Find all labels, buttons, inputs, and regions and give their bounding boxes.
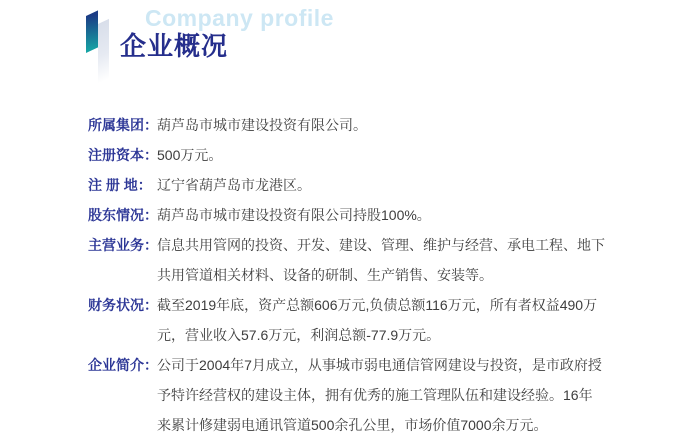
field-value-line: 截至2019年底，资产总额606万元,负债总额116万元，所有者权益490万: [157, 297, 598, 313]
field-value: [157, 140, 222, 170]
row-financial-status: [88, 290, 605, 350]
row-main-business: [88, 230, 605, 290]
page-title: 企业概况: [120, 31, 229, 61]
field-value-line: 元，营业收入57.6万元，利润总额-77.9万元。: [157, 327, 441, 343]
field-value-line: 公司于2004年7月成立，从事城市弱电通信管网建设与投资，是市政府授: [157, 357, 602, 373]
field-value-line: 葫芦岛市城市建设投资有限公司。: [157, 117, 367, 133]
row-registered-address: [88, 170, 605, 200]
profile-content: [88, 110, 605, 440]
field-value: [157, 350, 602, 440]
field-label: 注册资本：: [88, 147, 158, 163]
row-company-intro: [88, 350, 605, 440]
decorative-parallelogram-front: [86, 10, 98, 53]
field-value-line: 500万元。: [157, 147, 223, 163]
row-parent-group: [88, 110, 605, 140]
field-value-line: 信息共用管网的投资、开发、建设、管理、维护与经营、承电工程、地下: [157, 237, 605, 253]
field-value-line: 来累计修建弱电通讯管道500余孔公里，市场价值7000余万元。: [157, 417, 548, 433]
field-value-line: 予特许经营权的建设主体，拥有优秀的施工管理队伍和建设经验。16年: [157, 387, 593, 403]
field-label: 主营业务：: [88, 237, 158, 253]
row-shareholding: [88, 200, 605, 230]
field-value-line: 葫芦岛市城市建设投资有限公司持股100%。: [157, 207, 431, 223]
field-label: 股东情况：: [88, 207, 158, 223]
slide-header: [0, 0, 673, 100]
field-value: [157, 170, 311, 200]
field-value-line: 辽宁省葫芦岛市龙港区。: [157, 177, 311, 193]
field-value-line: 共用管道相关材料、设备的研制、生产销售、安装等。: [157, 267, 493, 283]
field-value: [157, 290, 597, 350]
page-subtitle: Company profile: [145, 5, 334, 31]
field-value: [157, 200, 431, 230]
field-label: 企业简介：: [88, 357, 158, 373]
field-label: 财务状况：: [88, 297, 158, 313]
field-label: 所属集团：: [88, 117, 158, 133]
decorative-parallelogram-back: [98, 19, 109, 84]
field-value: [157, 110, 367, 140]
field-label: 注 册 地：: [88, 177, 152, 193]
row-registered-capital: [88, 140, 605, 170]
field-value: [157, 230, 605, 290]
